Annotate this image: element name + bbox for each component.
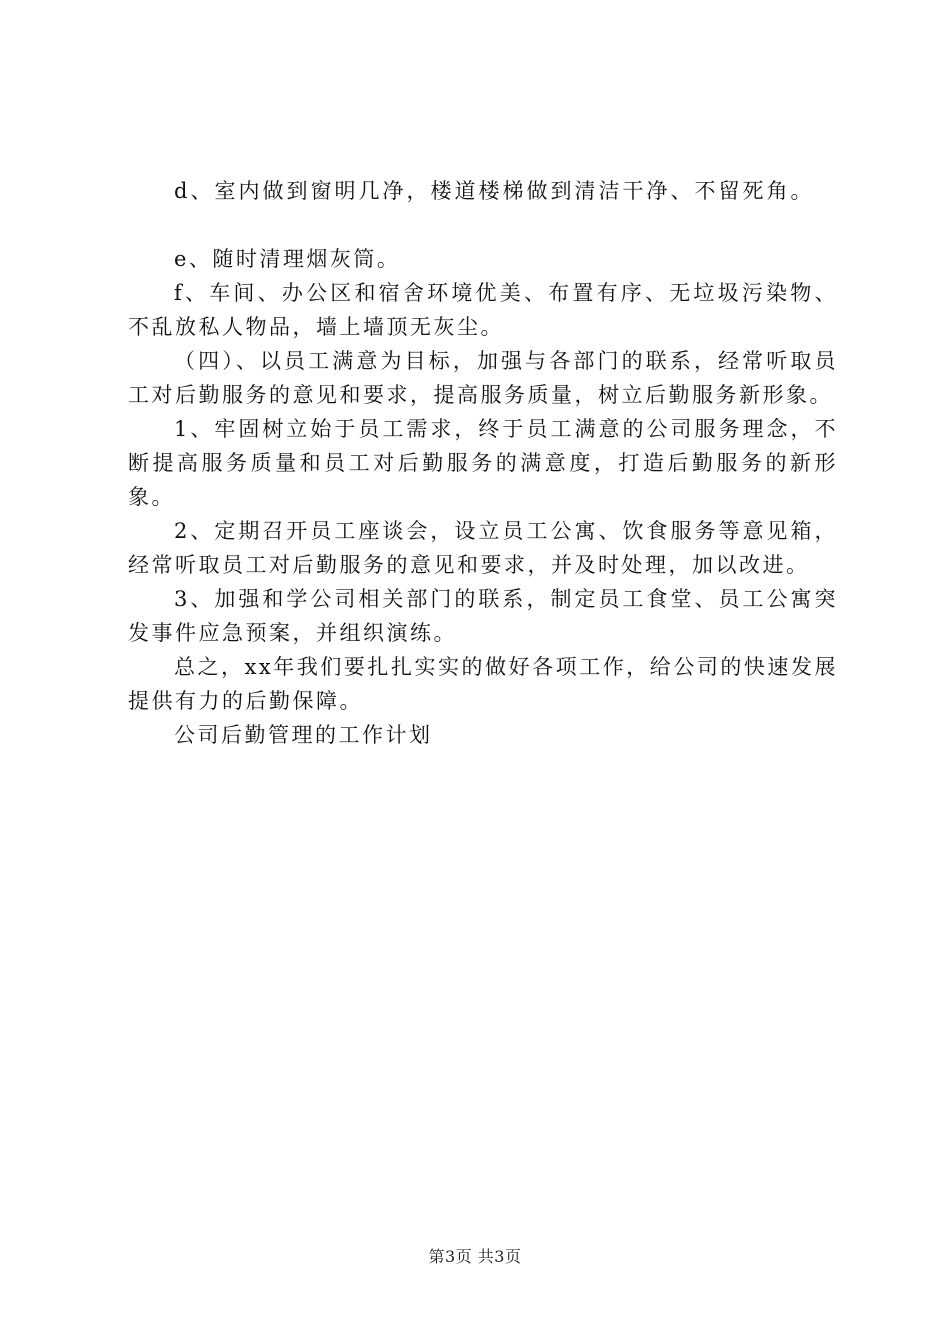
document-body [128,174,838,752]
paragraph-summary: 总之，xx年我们要扎扎实实的做好各项工作，给公司的快速发展提供有力的后勤保障。 [128,655,838,713]
paragraph-item-f: f、车间、办公区和宿舍环境优美、布置有序、无垃圾污染物、不乱放私人物品，墙上墙顶无灰尘。 [128,281,838,339]
paragraph-item-d: d、室内做到窗明几净，楼道楼梯做到清洁干净、不留死角。 [174,179,815,203]
page-number-footer: 第3页 共3页 [428,1247,522,1266]
paragraph-closing-title: 公司后勤管理的工作计划 [174,723,433,747]
paragraph-section-four: （四）、以员工满意为目标，加强与各部门的联系，经常听取员工对后勤服务的意见和要求，提高服务质量，树立后勤服务新形象。 [128,349,838,407]
paragraph-point-1: 1、牢固树立始于员工需求，终于员工满意的公司服务理念，不断提高服务质量和员工对后勤服务的满意度，打造后勤服务的新形象。 [128,417,838,509]
paragraph-point-2: 2、定期召开员工座谈会，设立员工公寓、饮食服务等意见箱，经常听取员工对后勤服务的意见和要求，并及时处理，加以改进。 [128,519,838,577]
paragraph-item-e: e、随时清理烟灰筒。 [174,247,401,271]
paragraph-point-3: 3、加强和学公司相关部门的联系，制定员工食堂、员工公寓突发事件应急预案，并组织演练。 [128,587,838,645]
